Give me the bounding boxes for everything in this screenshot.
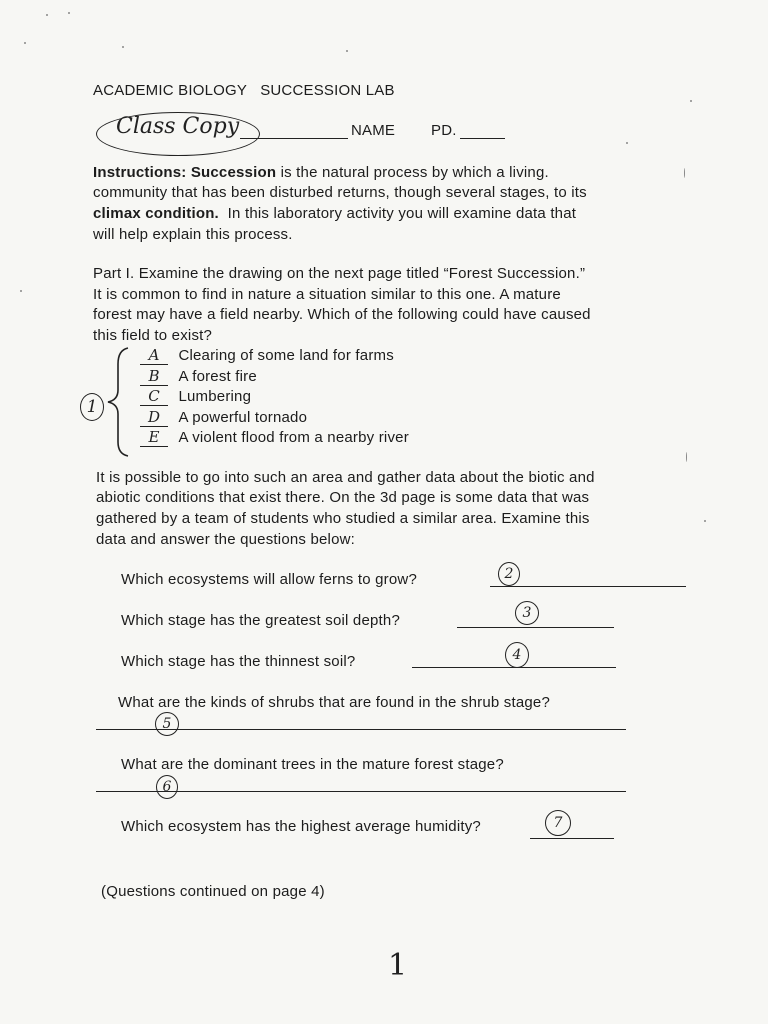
- scan-speck: [346, 50, 348, 52]
- period-line: [460, 138, 505, 139]
- part1-line-2: It is common to find in nature a situation similar to this one. A mature: [93, 286, 561, 303]
- question-mark-circle: 2: [498, 562, 520, 586]
- question-text: What are the kinds of shrubs that are found in the shrub stage?: [118, 694, 551, 711]
- data-line-2: abiotic conditions that exist there. On the 3d page is some data that was: [96, 489, 590, 506]
- answer-line: [457, 627, 614, 628]
- group-number-circle: 1: [80, 393, 104, 421]
- question-text: Which stage has the greatest soil depth?: [121, 612, 400, 629]
- page-number: 1: [388, 948, 408, 983]
- option-item: C Lumbering: [140, 387, 251, 406]
- question-text: Which stage has the thinnest soil?: [121, 653, 356, 670]
- option-item: E A violent flood from a nearby river: [140, 428, 409, 447]
- option-item: B A forest fire: [140, 367, 257, 386]
- scan-speck: [46, 14, 48, 16]
- question-mark-circle: 5: [155, 712, 179, 736]
- question-mark-circle: 6: [156, 775, 178, 799]
- scan-speck: [122, 46, 124, 48]
- part1-line-1: Part I. Examine the drawing on the next page titled “Forest Succession.”: [93, 265, 586, 282]
- question-text: Which ecosystems will allow ferns to grow?: [121, 571, 417, 588]
- question-text: What are the dominant trees in the mature forest stage?: [121, 756, 504, 773]
- question-text: Which ecosystem has the highest average humidity?: [121, 818, 481, 835]
- scan-speck: [704, 520, 706, 522]
- data-line-1: It is possible to go into such an area and gather data about the biotic and: [96, 469, 595, 486]
- data-line-3: gathered by a team of students who studied a similar area. Examine this: [96, 510, 590, 527]
- scan-speck: [686, 452, 687, 462]
- continued-note: (Questions continued on page 4): [101, 883, 325, 900]
- scan-speck: [626, 142, 628, 144]
- course-title: ACADEMIC BIOLOGY SUCCESSION LAB: [93, 82, 395, 99]
- brace-icon: [100, 344, 134, 460]
- period-label: PD.: [431, 122, 457, 139]
- instructions-line-4: will help explain this process.: [93, 226, 293, 243]
- instructions-line-3: climax condition. In this laboratory activity you will examine data that: [93, 205, 577, 222]
- scan-speck: [68, 12, 70, 14]
- part1-line-3: forest may have a field nearby. Which of the following could have caused: [93, 306, 591, 323]
- part1-line-4: this field to exist?: [93, 327, 213, 344]
- answer-line: [530, 838, 614, 839]
- scan-speck: [24, 42, 26, 44]
- answer-line: [490, 586, 686, 587]
- name-label: NAME: [351, 122, 396, 139]
- option-item: D A powerful tornado: [140, 408, 307, 427]
- data-line-4: data and answer the questions below:: [96, 531, 356, 548]
- scan-speck: [20, 290, 22, 292]
- instructions-line-1: Instructions: Succession is the natural process by which a living.: [93, 164, 549, 181]
- question-mark-circle: 7: [545, 810, 571, 836]
- name-line: [240, 138, 348, 139]
- class-copy-text: Class Copy: [116, 114, 240, 139]
- scan-speck: [690, 100, 692, 102]
- scan-speck: [684, 168, 685, 178]
- question-mark-circle: 4: [505, 642, 529, 668]
- question-mark-circle: 3: [515, 601, 539, 625]
- instructions-line-2: community that has been disturbed returns, though several stages, to its: [93, 184, 587, 201]
- option-item: A Clearing of some land for farms: [140, 346, 394, 365]
